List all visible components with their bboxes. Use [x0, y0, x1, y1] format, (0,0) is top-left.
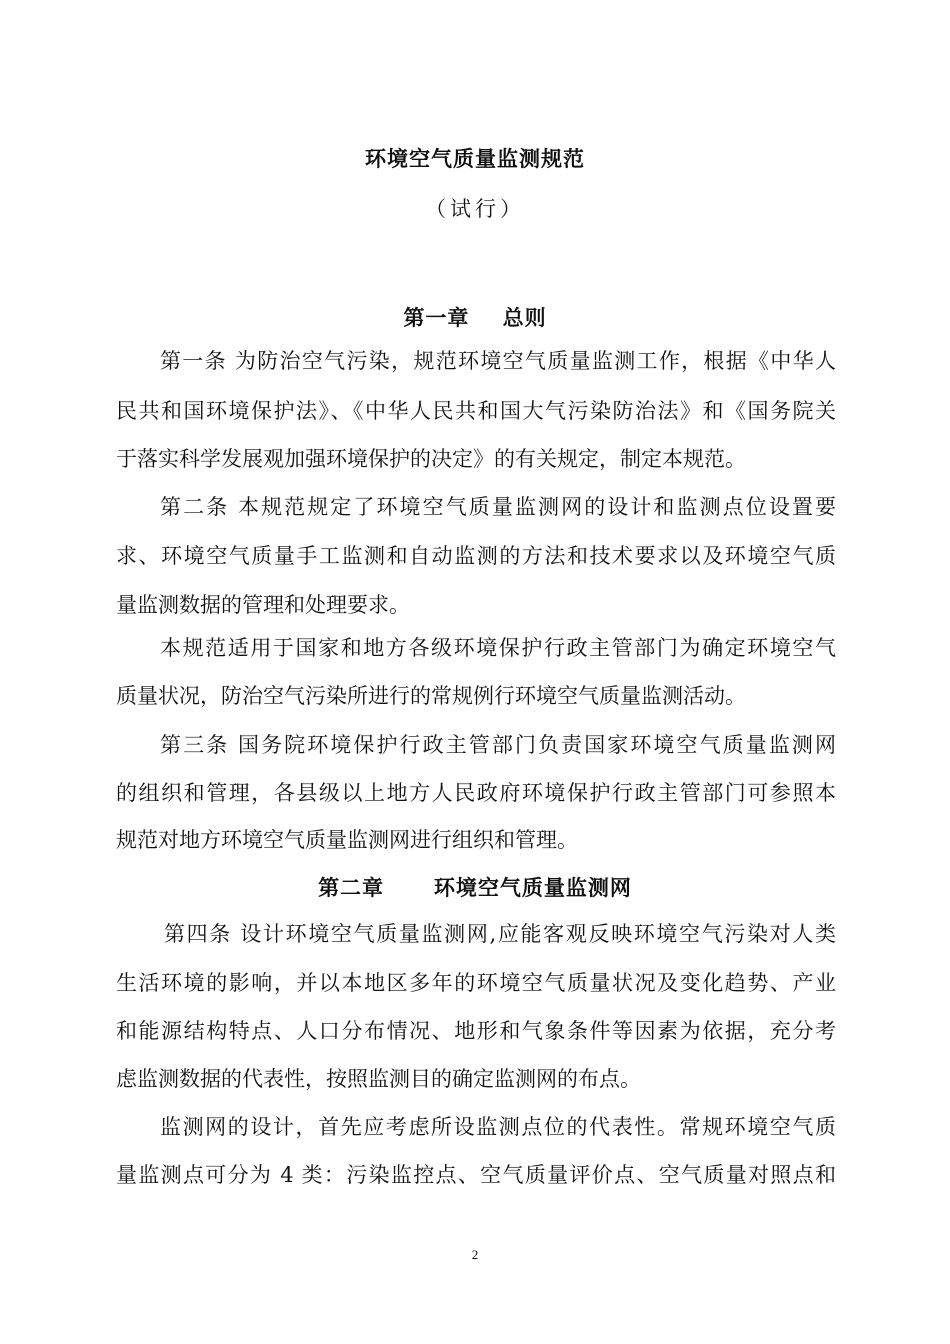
text-line: 民共和国环境保护法》、《中华人民共和国大气污染防治法》和《国务院关: [116, 399, 836, 423]
text-line: 第四条 设计环境空气质量监测网,应能客观反映环境空气污染对人类: [164, 922, 836, 946]
text-line: 量监测数据的管理和处理要求。: [116, 593, 410, 617]
chapter-heading-1: 第一章 总则: [403, 306, 547, 330]
text-line: 第一条 为防治空气污染，规范环境空气质量监测工作，根据《中华人: [160, 349, 836, 373]
text-line: 生活环境的影响，并以本地区多年的环境空气质量状况及变化趋势、产业: [116, 971, 836, 995]
text-line: 第二条 本规范规定了环境空气质量监测网的设计和监测点位设置要: [160, 495, 836, 519]
document-title: 环境空气质量监测规范: [365, 147, 585, 171]
text-line: 的组织和管理，各县级以上地方人民政府环境保护行政主管部门可参照本: [116, 781, 836, 805]
text-line: 第三条 国务院环境保护行政主管部门负责国家环境空气质量监测网: [160, 733, 836, 757]
text-line: 虑监测数据的代表性，按照监测目的确定监测网的布点。: [116, 1067, 641, 1091]
text-line: 于落实科学发展观加强环境保护的决定》的有关规定，制定本规范。: [116, 447, 746, 471]
text-line: 量监测点可分为 4 类：污染监控点、空气质量评价点、空气质量对照点和: [116, 1163, 836, 1187]
text-line: 质量状况，防治空气污染所进行的常规例行环境空气质量监测活动。: [116, 684, 746, 708]
chapter-heading-2: 第二章 环境空气质量监测网: [318, 876, 632, 900]
text-line: 求、环境空气质量手工监测和自动监测的方法和技术要求以及环境空气质: [116, 544, 836, 568]
text-line: 监测网的设计，首先应考虑所设监测点位的代表性。常规环境空气质: [160, 1115, 836, 1139]
text-line: 规范对地方环境空气质量监测网进行组织和管理。: [116, 828, 578, 852]
document-subtitle: （试行）: [425, 197, 525, 221]
text-line: 本规范适用于国家和地方各级环境保护行政主管部门为确定环境空气: [160, 636, 836, 660]
page-number: 2: [471, 1247, 479, 1262]
text-line: 和能源结构特点、人口分布情况、地形和气象条件等因素为依据，充分考: [116, 1019, 836, 1043]
